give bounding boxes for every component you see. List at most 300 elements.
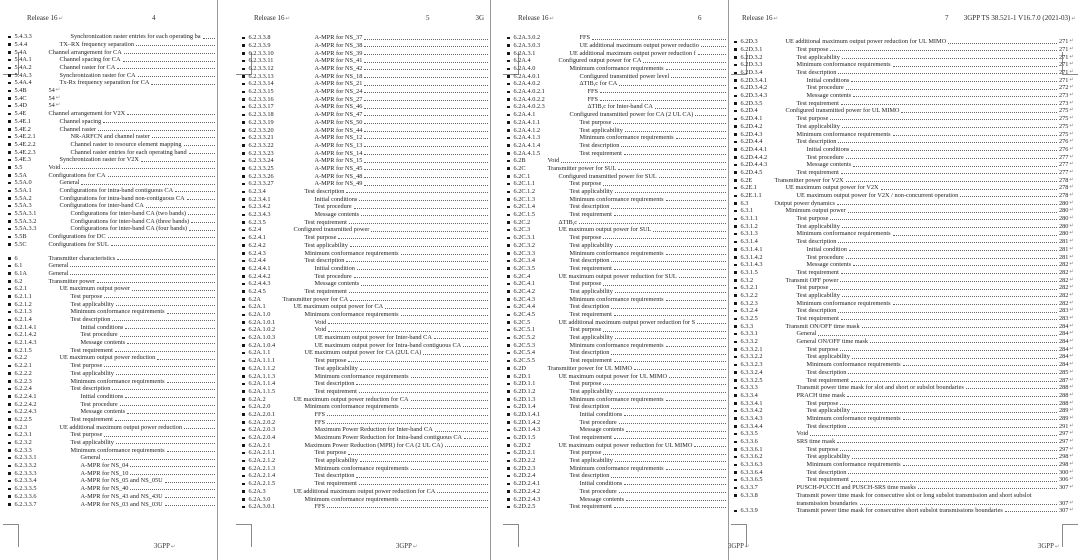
toc-entry-number: 6.2D.3.3 — [740, 61, 763, 69]
toc-entry[interactable] — [729, 338, 1080, 346]
toc-entry[interactable] — [729, 415, 1080, 423]
toc-entry[interactable] — [218, 388, 490, 396]
toc-entry[interactable] — [491, 403, 728, 411]
toc-entry[interactable] — [218, 65, 490, 73]
toc-entry[interactable] — [491, 303, 728, 311]
toc-entry[interactable] — [0, 339, 217, 347]
toc-entry[interactable] — [0, 210, 217, 218]
toc-entry[interactable] — [729, 215, 1080, 223]
toc-entry[interactable] — [491, 426, 728, 434]
toc-entry[interactable] — [218, 403, 490, 411]
toc-entry[interactable] — [729, 322, 1080, 330]
toc-entry[interactable] — [0, 179, 217, 187]
toc-entry[interactable] — [491, 495, 728, 503]
dotted-leader — [579, 223, 726, 224]
toc-entry[interactable] — [491, 272, 728, 280]
toc-entry[interactable] — [491, 172, 728, 180]
toc-entry[interactable] — [491, 457, 728, 465]
toc-entry[interactable] — [218, 111, 490, 119]
toc-entry[interactable] — [491, 42, 728, 50]
toc-entry[interactable] — [218, 334, 490, 342]
toc-entry[interactable] — [218, 349, 490, 357]
toc-entry[interactable] — [218, 472, 490, 480]
toc-entry[interactable] — [729, 230, 1080, 238]
toc-entry[interactable] — [0, 33, 217, 41]
toc-entry[interactable] — [729, 299, 1080, 307]
toc-entry-number: 6.3.3.4.1 — [740, 399, 763, 407]
toc-entry[interactable] — [729, 192, 1080, 200]
toc-entry[interactable] — [491, 134, 728, 142]
toc-entry[interactable] — [491, 365, 728, 373]
toc-entry[interactable] — [491, 34, 728, 42]
toc-entry[interactable] — [491, 65, 728, 73]
toc-entry[interactable] — [218, 188, 490, 196]
bullet-icon — [242, 114, 245, 117]
toc-entry[interactable] — [729, 253, 1080, 261]
toc-entry[interactable] — [218, 180, 490, 188]
toc-entry[interactable] — [0, 171, 217, 179]
toc-entry[interactable] — [0, 439, 217, 447]
toc-entry[interactable] — [729, 399, 1080, 407]
bullet-icon — [242, 483, 245, 486]
toc-entry-page-ref: 289 — [1058, 407, 1069, 415]
toc-entry[interactable] — [729, 130, 1080, 138]
toc-entry[interactable] — [491, 126, 728, 134]
toc-entry[interactable] — [218, 449, 490, 457]
toc-entry[interactable] — [491, 157, 728, 165]
toc-entry[interactable] — [218, 365, 490, 373]
toc-entry[interactable] — [729, 361, 1080, 369]
toc-entry[interactable] — [491, 349, 728, 357]
toc-entry-title: Test procedure — [80, 400, 118, 408]
toc-entry[interactable] — [218, 265, 490, 273]
toc-entry[interactable] — [218, 257, 490, 265]
toc-entry[interactable] — [218, 126, 490, 134]
toc-entry[interactable] — [491, 211, 728, 219]
toc-entry[interactable] — [729, 330, 1080, 338]
toc-entry[interactable] — [491, 295, 728, 303]
toc-entry-title: Test requirement — [569, 311, 612, 319]
toc-entry[interactable] — [218, 418, 490, 426]
dotted-leader — [132, 290, 215, 291]
toc-entry[interactable] — [0, 485, 217, 493]
toc-entry[interactable] — [0, 308, 217, 316]
toc-entry[interactable] — [729, 384, 1080, 392]
toc-entry[interactable] — [0, 385, 217, 393]
toc-entry[interactable] — [218, 372, 490, 380]
toc-entry[interactable] — [729, 453, 1080, 461]
toc-entry[interactable] — [0, 87, 217, 95]
toc-entry-number: 6.3.3.2.1 — [740, 345, 763, 353]
toc-entry[interactable] — [0, 95, 217, 103]
toc-entry[interactable] — [491, 242, 728, 250]
toc-entry[interactable] — [218, 326, 490, 334]
toc-entry[interactable] — [0, 218, 217, 226]
toc-entry[interactable] — [729, 76, 1080, 84]
toc-entry[interactable] — [729, 430, 1080, 438]
toc-entry[interactable] — [491, 418, 728, 426]
toc-entry[interactable] — [0, 156, 217, 164]
toc-entry[interactable] — [729, 46, 1080, 54]
toc-entry[interactable] — [729, 199, 1080, 207]
toc-entry[interactable] — [218, 165, 490, 173]
toc-entry[interactable] — [729, 184, 1080, 192]
toc-entry[interactable] — [729, 100, 1080, 108]
toc-entry[interactable] — [218, 503, 490, 511]
toc-entry-title: Test purpose — [304, 234, 337, 242]
toc-entry[interactable] — [218, 242, 490, 250]
dotted-leader — [187, 199, 215, 200]
toc-entry[interactable] — [729, 469, 1080, 477]
dotted-leader — [901, 112, 1056, 113]
bullet-icon — [242, 421, 245, 424]
toc-entry[interactable] — [729, 161, 1080, 169]
toc-entry[interactable] — [218, 80, 490, 88]
dotted-leader — [842, 296, 1057, 297]
toc-entry[interactable] — [0, 377, 217, 385]
toc-entry[interactable] — [0, 48, 217, 56]
toc-entry[interactable] — [218, 357, 490, 365]
toc-entry[interactable] — [491, 288, 728, 296]
toc-entry[interactable] — [0, 431, 217, 439]
toc-entry[interactable] — [491, 57, 728, 65]
toc-entry[interactable] — [491, 503, 728, 511]
toc-entry[interactable] — [491, 372, 728, 380]
toc-entry[interactable] — [218, 411, 490, 419]
toc-entry[interactable] — [218, 49, 490, 57]
toc-entry[interactable] — [729, 269, 1080, 277]
toc-entry[interactable] — [218, 119, 490, 127]
bullet-icon — [8, 342, 11, 345]
toc-entry[interactable] — [729, 223, 1080, 231]
toc-entry[interactable] — [729, 69, 1080, 77]
toc-entry[interactable] — [0, 233, 217, 241]
toc-entry[interactable] — [491, 96, 728, 104]
toc-entry[interactable] — [218, 457, 490, 465]
toc-entry[interactable] — [491, 311, 728, 319]
toc-entry[interactable] — [218, 426, 490, 434]
toc-entry[interactable] — [218, 295, 490, 303]
toc-entry[interactable] — [0, 141, 217, 149]
toc-entry[interactable] — [729, 284, 1080, 292]
toc-entry[interactable] — [491, 472, 728, 480]
toc-entry-page-ref: 271 — [1058, 61, 1069, 69]
toc-entry[interactable] — [218, 488, 490, 496]
bullet-icon — [507, 52, 510, 55]
dotted-leader — [364, 46, 488, 47]
toc-entry[interactable] — [218, 311, 490, 319]
toc-entry[interactable] — [218, 480, 490, 488]
bullet-icon — [242, 91, 245, 94]
toc-entry[interactable] — [491, 411, 728, 419]
toc-entry[interactable] — [729, 84, 1080, 92]
toc-entry[interactable] — [0, 446, 217, 454]
toc-entry[interactable] — [491, 103, 728, 111]
toc-entry[interactable] — [491, 165, 728, 173]
toc-entry[interactable] — [729, 507, 1080, 515]
toc-entry[interactable] — [0, 400, 217, 408]
dotted-leader — [350, 246, 488, 247]
toc-entry[interactable] — [218, 226, 490, 234]
toc-entry[interactable] — [729, 461, 1080, 469]
toc-entry[interactable] — [729, 392, 1080, 400]
toc-entry[interactable] — [218, 219, 490, 227]
toc-entry[interactable] — [729, 438, 1080, 446]
toc-entry[interactable] — [218, 318, 490, 326]
toc-entry[interactable] — [491, 441, 728, 449]
dotted-leader — [848, 212, 1057, 213]
toc-entry[interactable] — [491, 219, 728, 227]
toc-entry[interactable] — [0, 323, 217, 331]
toc-entry[interactable] — [218, 272, 490, 280]
toc-entry[interactable] — [218, 96, 490, 104]
toc-entry[interactable] — [729, 61, 1080, 69]
toc-entry[interactable] — [491, 142, 728, 150]
toc-entry[interactable] — [491, 265, 728, 273]
toc-entry[interactable] — [729, 261, 1080, 269]
toc-entry[interactable] — [491, 342, 728, 350]
toc-entry[interactable] — [491, 334, 728, 342]
toc-entry[interactable] — [0, 164, 217, 172]
toc-entry[interactable] — [0, 79, 217, 87]
toc-entry[interactable] — [729, 53, 1080, 61]
toc-entry-title: Minimum output power — [785, 207, 846, 215]
toc-entry[interactable] — [491, 488, 728, 496]
toc-entry-title: A-MPR for NS_21 — [314, 80, 363, 88]
toc-entry-continuation[interactable] — [729, 499, 1080, 507]
toc-entry[interactable] — [729, 315, 1080, 323]
toc-entry[interactable] — [729, 123, 1080, 131]
toc-entry[interactable] — [491, 357, 728, 365]
toc-entry[interactable] — [0, 408, 217, 416]
toc-entry[interactable] — [729, 107, 1080, 115]
bullet-icon — [507, 490, 510, 493]
toc-entry[interactable] — [491, 234, 728, 242]
toc-entry[interactable] — [0, 500, 217, 508]
toc-entry[interactable] — [0, 293, 217, 301]
toc-entry[interactable] — [729, 246, 1080, 254]
toc-entry[interactable] — [491, 49, 728, 57]
toc-entry[interactable] — [491, 88, 728, 96]
toc-entry-title: Channel raster to resource element mapping — [70, 140, 182, 148]
toc-entry[interactable] — [729, 92, 1080, 100]
toc-entry[interactable] — [0, 187, 217, 195]
toc-entry[interactable] — [0, 393, 217, 401]
toc-entry[interactable] — [218, 211, 490, 219]
toc-entry[interactable] — [218, 34, 490, 42]
toc-entry[interactable] — [729, 115, 1080, 123]
toc-entry[interactable] — [729, 276, 1080, 284]
toc-entry[interactable] — [0, 316, 217, 324]
toc-entry[interactable] — [0, 202, 217, 210]
toc-entry-title: Test requirement — [806, 376, 849, 384]
toc-entry[interactable] — [729, 307, 1080, 315]
toc-entry[interactable] — [0, 118, 217, 126]
toc-entry-title: Tx-Rx frequency separation for CA — [59, 79, 150, 87]
toc-entry-page-ref: 283 — [1058, 315, 1069, 323]
toc-entry[interactable] — [729, 353, 1080, 361]
toc-entry[interactable] — [218, 395, 490, 403]
toc-entry[interactable] — [218, 134, 490, 142]
dotted-leader — [116, 374, 215, 375]
return-mark-icon: ↵ — [1069, 445, 1074, 452]
dotted-leader — [634, 369, 726, 370]
toc-entry[interactable] — [0, 125, 217, 133]
dotted-leader — [423, 354, 488, 355]
toc-entry[interactable] — [491, 119, 728, 127]
dotted-leader — [167, 313, 215, 314]
toc-entry[interactable] — [729, 376, 1080, 384]
toc-entry[interactable] — [0, 270, 217, 278]
toc-entry[interactable] — [218, 88, 490, 96]
toc-entry[interactable] — [218, 465, 490, 473]
toc-entry[interactable] — [218, 441, 490, 449]
dotted-leader — [966, 388, 1057, 389]
toc-entry[interactable] — [491, 257, 728, 265]
toc-entry[interactable] — [218, 249, 490, 257]
toc-entry[interactable] — [218, 57, 490, 65]
dotted-leader — [327, 507, 488, 508]
toc-entry[interactable] — [491, 395, 728, 403]
toc-entry[interactable] — [729, 38, 1080, 46]
toc-entry[interactable] — [218, 72, 490, 80]
toc-entry[interactable] — [218, 195, 490, 203]
toc-entry[interactable] — [729, 484, 1080, 492]
toc-entry[interactable] — [491, 111, 728, 119]
toc-entry[interactable] — [729, 407, 1080, 415]
toc-entry[interactable] — [729, 422, 1080, 430]
toc-entry[interactable] — [491, 449, 728, 457]
toc-entry[interactable] — [491, 318, 728, 326]
toc-entry[interactable] — [729, 207, 1080, 215]
toc-entry[interactable] — [491, 226, 728, 234]
toc-entry[interactable] — [0, 148, 217, 156]
toc-entry[interactable] — [491, 249, 728, 257]
toc-entry[interactable] — [0, 285, 217, 293]
toc-entry[interactable] — [0, 225, 217, 233]
toc-entry[interactable] — [218, 142, 490, 150]
toc-entry[interactable] — [0, 454, 217, 462]
toc-entry-number: 6.2D.1.4 — [513, 403, 536, 411]
bullet-icon — [8, 449, 11, 452]
toc-entry[interactable] — [0, 470, 217, 478]
toc-entry-title: PRACH time mask — [796, 391, 846, 399]
toc-entry[interactable] — [218, 288, 490, 296]
toc-entry[interactable] — [729, 346, 1080, 354]
toc-entry[interactable] — [218, 103, 490, 111]
toc-entry[interactable] — [491, 195, 728, 203]
toc-entry[interactable] — [729, 146, 1080, 154]
toc-entry[interactable] — [729, 492, 1080, 500]
toc-entry[interactable] — [0, 423, 217, 431]
toc-entry[interactable] — [218, 42, 490, 50]
toc-entry-number: 6.3.3.3 — [740, 384, 758, 392]
toc-entry[interactable] — [218, 280, 490, 288]
toc-entry[interactable] — [0, 254, 217, 262]
dotted-leader — [385, 308, 488, 309]
toc-entry[interactable] — [0, 56, 217, 64]
dotted-leader — [848, 473, 1056, 474]
toc-entry[interactable] — [218, 172, 490, 180]
dotted-leader — [125, 328, 215, 329]
toc-entry[interactable] — [0, 262, 217, 270]
toc-entry[interactable] — [0, 194, 217, 202]
toc-entry[interactable] — [491, 280, 728, 288]
toc-entry-title: A-MPR for NS_49 — [314, 180, 363, 188]
dotted-leader — [327, 423, 488, 424]
toc-entry[interactable] — [491, 180, 728, 188]
toc-entry[interactable] — [0, 331, 217, 339]
toc-entry[interactable] — [218, 234, 490, 242]
toc-entry[interactable] — [491, 80, 728, 88]
toc-entry[interactable] — [0, 354, 217, 362]
toc-entry[interactable] — [0, 477, 217, 485]
toc-entry[interactable] — [0, 300, 217, 308]
bullet-icon — [734, 187, 737, 190]
toc-entry-number: 6.2D.4.3 — [740, 130, 763, 138]
toc-entry[interactable] — [729, 176, 1080, 184]
toc-entry[interactable] — [218, 157, 490, 165]
toc-entry[interactable] — [218, 203, 490, 211]
toc-entry[interactable] — [0, 64, 217, 72]
toc-entry[interactable] — [0, 416, 217, 424]
toc-entry[interactable] — [0, 71, 217, 79]
toc-entry[interactable] — [0, 493, 217, 501]
toc-entry[interactable] — [491, 326, 728, 334]
toc-entry[interactable] — [218, 149, 490, 157]
toc-entry[interactable] — [729, 169, 1080, 177]
toc-entry-number: 6.3.2 — [740, 276, 754, 284]
toc-entry[interactable] — [491, 434, 728, 442]
toc-entry[interactable] — [0, 462, 217, 470]
toc-entry-title: Message contents — [806, 261, 852, 269]
toc-entry[interactable] — [729, 153, 1080, 161]
toc-entry[interactable] — [491, 149, 728, 157]
toc-entry[interactable] — [729, 138, 1080, 146]
toc-entry[interactable] — [0, 241, 217, 249]
toc-entry[interactable] — [729, 292, 1080, 300]
toc-entry[interactable] — [0, 362, 217, 370]
toc-entry[interactable] — [491, 188, 728, 196]
toc-entry[interactable] — [491, 380, 728, 388]
toc-entry[interactable] — [218, 380, 490, 388]
toc-entry[interactable] — [0, 347, 217, 355]
toc-entry-number: 6.3.2.5 — [740, 315, 758, 323]
return-mark-icon: ↵ — [1069, 45, 1074, 52]
toc-entry[interactable] — [729, 369, 1080, 377]
toc-entry[interactable] — [729, 476, 1080, 484]
toc-entry[interactable] — [491, 465, 728, 473]
toc-entry[interactable] — [491, 388, 728, 396]
toc-entry-number: 6.2A.2 — [248, 395, 266, 403]
toc-entry[interactable] — [218, 303, 490, 311]
toc-entry[interactable] — [491, 203, 728, 211]
toc-entry[interactable] — [218, 342, 490, 350]
toc-entry[interactable] — [0, 41, 217, 49]
toc-entry[interactable] — [491, 72, 728, 80]
toc-entry[interactable] — [491, 480, 728, 488]
toc-entry[interactable] — [0, 133, 217, 141]
toc-entry[interactable] — [0, 102, 217, 110]
toc-entry[interactable] — [218, 495, 490, 503]
return-mark-icon: ↵ — [1069, 107, 1074, 114]
toc-entry[interactable] — [0, 277, 217, 285]
toc-entry[interactable] — [729, 238, 1080, 246]
toc-entry[interactable] — [218, 434, 490, 442]
toc-entry[interactable] — [729, 445, 1080, 453]
toc-entry[interactable] — [0, 370, 217, 378]
toc-entry[interactable] — [0, 110, 217, 118]
